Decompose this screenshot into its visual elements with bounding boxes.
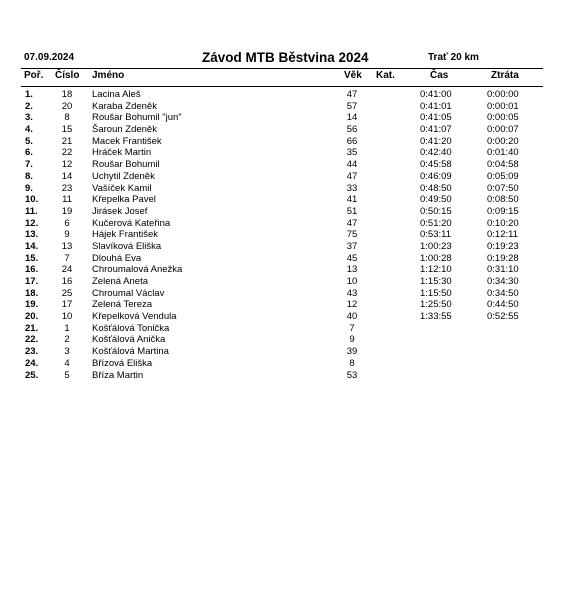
cell-position: 3. (25, 112, 33, 124)
cell-name: Slavíková Eliška (92, 240, 162, 252)
cell-name: Břízová Eliška (92, 357, 153, 369)
cell-age: 56 (346, 124, 358, 136)
table-row (0, 124, 569, 136)
cell-age: 13 (346, 264, 358, 276)
cell-position: 2. (25, 100, 33, 112)
cell-age: 39 (346, 346, 358, 358)
cell-name: Macek František (92, 135, 162, 147)
race-title: Závod MTB Běstvina 2024 (202, 50, 369, 65)
cell-position: 16. (25, 264, 39, 276)
table-header (0, 70, 569, 85)
table-row (0, 206, 569, 218)
cell-age: 7 (349, 322, 355, 334)
cell-time: 1:15:30 (420, 276, 452, 287)
header-divider (21, 68, 543, 69)
cell-position: 14. (25, 240, 39, 252)
cell-name: Bříza Martin (92, 369, 144, 381)
cell-name: Křepelková Vendula (92, 311, 177, 323)
cell-time: 0:41:00 (420, 89, 452, 100)
cell-age: 40 (346, 311, 358, 323)
document-header (0, 50, 569, 66)
table-row (0, 183, 569, 195)
cell-loss: 0:34:50 (487, 287, 519, 299)
cell-start-number: 13 (61, 240, 73, 252)
table-row (0, 218, 569, 230)
cell-loss: 0:07:50 (487, 182, 519, 194)
cell-loss: 0:12:11 (487, 229, 518, 241)
cell-start-number: 8 (64, 112, 70, 124)
cell-name: Roušar Bohumil (92, 159, 160, 171)
cell-start-number: 9 (64, 229, 70, 241)
cell-time: 0:42:40 (420, 147, 452, 159)
cell-position: 11. (25, 205, 38, 217)
cell-start-number: 21 (61, 135, 73, 147)
cell-age: 9 (349, 334, 355, 346)
column-header-position: Poř. (24, 70, 44, 81)
cell-loss: 0:00:20 (487, 135, 519, 147)
cell-start-number: 15 (61, 124, 73, 136)
cell-name: Chroumalová Anežka (92, 264, 183, 276)
cell-time: 1:12:10 (420, 264, 452, 276)
cell-name: Košťálová Tonička (92, 322, 170, 334)
cell-start-number: 5 (64, 369, 70, 381)
table-row (0, 171, 569, 183)
cell-name: Chroumal Václav (92, 287, 165, 299)
cell-position: 22. (25, 334, 39, 346)
cell-loss: 0:00:01 (487, 100, 519, 112)
cell-loss: 0:34:30 (487, 276, 519, 287)
cell-start-number: 22 (61, 147, 73, 159)
cell-position: 10. (25, 194, 39, 206)
cell-time: 0:50:15 (420, 205, 452, 217)
table-row (0, 323, 569, 335)
cell-position: 8. (25, 170, 33, 182)
cell-time: 1:25:50 (420, 299, 452, 311)
cell-loss: 0:31:10 (487, 264, 519, 276)
table-row (0, 147, 569, 159)
cell-position: 7. (25, 159, 33, 171)
cell-time: 0:49:50 (420, 194, 452, 206)
cell-start-number: 7 (64, 252, 70, 264)
cell-name: Karaba Zdeněk (92, 100, 157, 112)
cell-time: 0:41:20 (420, 135, 452, 147)
cell-start-number: 18 (61, 89, 73, 100)
cell-loss: 0:08:50 (487, 194, 519, 206)
cell-position: 1. (25, 89, 33, 100)
cell-loss: 0:09:15 (487, 205, 519, 217)
cell-name: Košťálová Martina (92, 346, 169, 358)
cell-loss: 0:19:28 (487, 252, 519, 264)
cell-age: 45 (346, 252, 358, 264)
cell-time: 0:46:09 (420, 170, 452, 182)
cell-time: 1:15:50 (420, 287, 452, 299)
cell-name: Uchytil Zdeněk (92, 170, 155, 182)
cell-start-number: 3 (64, 346, 70, 358)
cell-start-number: 10 (61, 311, 73, 323)
cell-position: 23. (25, 346, 39, 358)
cell-start-number: 17 (61, 299, 73, 311)
cell-name: Hájek František (92, 229, 158, 241)
cell-position: 25. (25, 369, 39, 381)
cell-loss: 0:05:09 (487, 170, 519, 182)
cell-name: Zelená Tereza (92, 299, 153, 311)
cell-age: 66 (346, 135, 358, 147)
table-header-divider (21, 86, 543, 87)
cell-loss: 0:52:55 (487, 311, 519, 323)
cell-age: 37 (346, 240, 358, 252)
cell-time: 0:41:07 (420, 124, 452, 136)
table-row (0, 358, 569, 370)
cell-position: 19. (25, 299, 39, 311)
table-row (0, 101, 569, 113)
cell-position: 13. (25, 229, 39, 241)
cell-loss: 0:01:40 (487, 147, 519, 159)
results-table (0, 89, 569, 381)
cell-age: 41 (346, 194, 358, 206)
table-row (0, 288, 569, 300)
cell-name: Roušar Bohumil "jun" (92, 112, 182, 124)
cell-age: 51 (346, 205, 358, 217)
table-row (0, 334, 569, 346)
cell-name: Kučerová Kateřina (92, 217, 171, 229)
cell-age: 35 (346, 147, 358, 159)
column-header-loss: Ztráta (491, 70, 519, 81)
table-row (0, 112, 569, 124)
cell-start-number: 6 (64, 217, 70, 229)
cell-name: Lacina Aleš (92, 89, 141, 100)
cell-loss: 0:00:05 (487, 112, 519, 124)
table-row (0, 159, 569, 171)
cell-start-number: 16 (61, 276, 73, 287)
cell-loss: 0:44:50 (487, 299, 519, 311)
cell-loss: 0:00:07 (487, 124, 519, 136)
cell-start-number: 20 (61, 100, 73, 112)
table-row (0, 241, 569, 253)
track-length: Trať 20 km (428, 52, 479, 63)
cell-position: 15. (25, 252, 39, 264)
cell-age: 33 (346, 182, 358, 194)
column-header-category: Kat. (376, 70, 395, 81)
cell-position: 9. (25, 182, 33, 194)
cell-age: 75 (346, 229, 358, 241)
table-row (0, 253, 569, 265)
cell-name: Křepelka Pavel (92, 194, 156, 206)
table-row (0, 136, 569, 148)
cell-age: 47 (346, 217, 358, 229)
cell-start-number: 23 (61, 182, 73, 194)
cell-name: Zelená Aneta (92, 276, 148, 287)
table-row (0, 311, 569, 323)
cell-loss: 0:00:00 (487, 89, 519, 100)
cell-name: Košťálová Anička (92, 334, 166, 346)
cell-age: 47 (346, 170, 358, 182)
table-row (0, 194, 569, 206)
cell-age: 44 (346, 159, 358, 171)
cell-loss: 0:04:58 (487, 159, 519, 171)
cell-position: 21. (25, 322, 39, 334)
cell-loss: 0:10:20 (487, 217, 519, 229)
cell-age: 10 (346, 276, 358, 287)
cell-time: 1:00:23 (420, 240, 452, 252)
cell-position: 24. (25, 357, 39, 369)
cell-position: 6. (25, 147, 33, 159)
cell-time: 0:41:01 (420, 100, 452, 112)
column-header-age: Věk (344, 70, 362, 81)
table-row (0, 276, 569, 288)
cell-start-number: 12 (61, 159, 73, 171)
table-row (0, 89, 569, 101)
cell-age: 12 (346, 299, 358, 311)
cell-start-number: 4 (64, 357, 70, 369)
cell-start-number: 19 (61, 205, 73, 217)
cell-age: 53 (346, 369, 358, 381)
table-row (0, 370, 569, 382)
column-header-number: Číslo (55, 70, 80, 81)
cell-time: 0:53:11 (420, 229, 451, 241)
cell-time: 0:45:58 (420, 159, 452, 171)
cell-loss: 0:19:23 (487, 240, 519, 252)
cell-start-number: 11 (62, 194, 72, 206)
cell-time: 0:51:20 (420, 217, 452, 229)
cell-time: 0:41:05 (420, 112, 452, 124)
table-row (0, 229, 569, 241)
cell-position: 5. (25, 135, 33, 147)
cell-name: Vašíček Kamil (92, 182, 152, 194)
cell-time: 0:48:50 (420, 182, 452, 194)
cell-time: 1:00:28 (420, 252, 452, 264)
cell-name: Hráček Martin (92, 147, 152, 159)
cell-age: 43 (346, 287, 358, 299)
cell-age: 57 (346, 100, 358, 112)
cell-age: 47 (346, 89, 358, 100)
column-header-time: Čas (430, 70, 449, 81)
cell-position: 18. (25, 287, 39, 299)
cell-position: 17. (25, 276, 39, 287)
cell-name: Jirásek Josef (92, 205, 148, 217)
cell-age: 14 (346, 112, 358, 124)
table-row (0, 299, 569, 311)
cell-name: Šaroun Zdeněk (92, 124, 157, 136)
cell-position: 4. (25, 124, 33, 136)
cell-position: 12. (25, 217, 39, 229)
cell-position: 20. (25, 311, 39, 323)
cell-time: 1:33:55 (420, 311, 452, 323)
cell-start-number: 14 (61, 170, 73, 182)
column-header-name: Jméno (92, 70, 125, 81)
race-date: 07.09.2024 (24, 52, 75, 63)
cell-start-number: 2 (64, 334, 70, 346)
table-row (0, 346, 569, 358)
cell-name: Dlouhá Eva (92, 252, 142, 264)
cell-start-number: 24 (61, 264, 73, 276)
cell-start-number: 1 (64, 322, 70, 334)
cell-start-number: 25 (61, 287, 73, 299)
cell-age: 8 (349, 357, 355, 369)
table-row (0, 264, 569, 276)
